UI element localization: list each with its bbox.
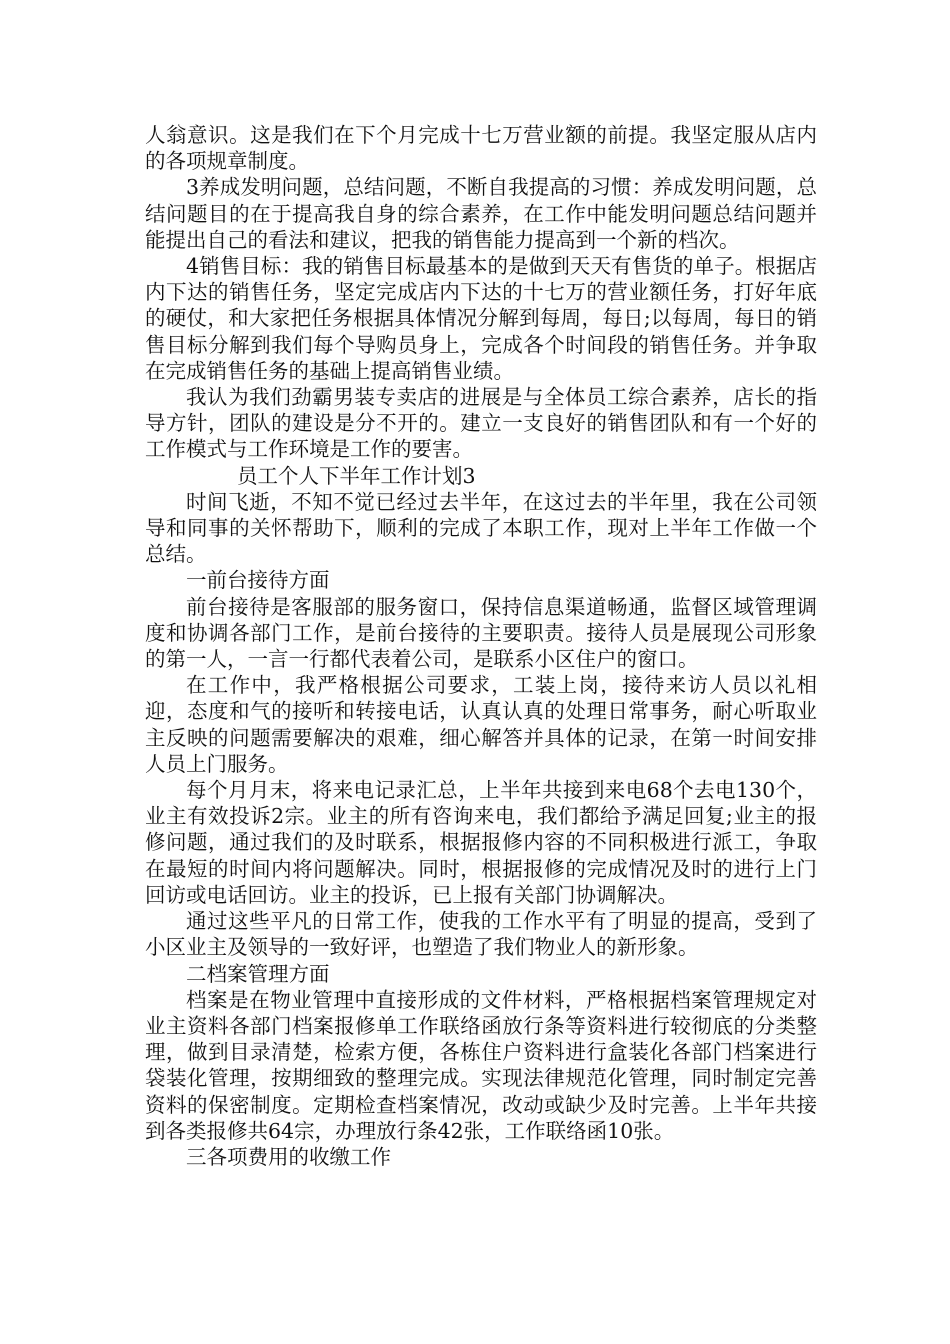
paragraph-habit: 3养成发明问题，总结问题，不断自我提高的习惯：养成发明问题，总结问题目的在于提高我自身的综合素养，在工作中能发明问题总结问题并能提出自己的看法和建议，把我的销售能力提高到一个新的档次。 bbox=[145, 175, 817, 252]
paragraph-team: 我认为我们劲霸男装专卖店的进展是与全体员工综合素养，店长的指导方针，团队的建设是分不开的。建立一支良好的销售团队和有一个好的工作模式与工作环境是工作的要害。 bbox=[145, 385, 817, 462]
paragraph-work: 在工作中，我严格根据公司要求，工装上岗，接待来访人员以礼相迎，态度和气的接听和转接电话，认真认真的处理日常事务，耐心听取业主反映的问题需要解决的艰难，细心解答并具体的记录，在第一时间安排人员上门服务。 bbox=[145, 673, 817, 776]
paragraph-continuation: 人翁意识。这是我们在下个月完成十七万营业额的前提。我坚定服从店内的各项规章制度。 bbox=[145, 123, 817, 174]
paragraph-sales-target: 4销售目标：我的销售目标最基本的是做到天天有售货的单子。根据店内下达的销售任务，坚定完成店内下达的十七万的营业额任务，打好年底的硬仗，和大家把任务根据具体情况分解到每周，每日;以每周，每日的销售目标分解到我们每个导购员身上，完成各个时间段的销售任务。并争取在完成销售任务的基础上提高销售业绩。 bbox=[145, 254, 817, 383]
paragraph-improvement: 通过这些平凡的日常工作，使我的工作水平有了明显的提高，受到了小区业主及领导的一致好评，也塑造了我们物业人的新形象。 bbox=[145, 909, 817, 960]
heading-archives: 二档案管理方面 bbox=[186, 961, 330, 986]
document-body bbox=[145, 122, 817, 1170]
paragraph-archives: 档案是在物业管理中直接形成的文件材料，严格根据档案管理规定对业主资料各部门档案报修单工作联络函放行条等资料进行较彻底的分类整理，做到目录清楚，检索方便，各栋住户资料进行盒装化各部门档案进行袋装化管理，按期细致的整理完成。实现法律规范化管理，同时制定完善资料的保密制度。定期检查档案情况，改动或缺少及时完善。上半年共接到各类报修共64宗，办理放行条42张，工作联络函10张。 bbox=[145, 987, 817, 1143]
section-title: 员工个人下半年工作计划3 bbox=[237, 463, 476, 488]
heading-reception: 一前台接待方面 bbox=[186, 568, 330, 593]
paragraph-reception: 前台接待是客服部的服务窗口，保持信息渠道畅通，监督区域管理调度和协调各部门工作，是前台接待的主要职责。接待人员是展现公司形象的第一人，一言一行都代表着公司，是联系小区住户的窗口。 bbox=[145, 594, 817, 672]
paragraph-monthly: 每个月月末，将来电记录汇总，上半年共接到来电68个去电130个，业主有效投诉2宗。业主的所有咨询来电，我们都给予满足回复;业主的报修问题，通过我们的及时联系，根据报修内容的不同积极进行派工，争取在最短的时间内将问题解决。同时，根据报修的完成情况及时的进行上门回访或电话回访。业主的投诉，已上报有关部门协调解决。 bbox=[145, 778, 817, 907]
heading-fees: 三各项费用的收缴工作 bbox=[186, 1144, 391, 1169]
paragraph-intro: 时间飞逝，不知不觉已经过去半年，在这过去的半年里，我在公司领导和同事的关怀帮助下，顺利的完成了本职工作，现对上半年工作做一个总结。 bbox=[145, 489, 817, 567]
